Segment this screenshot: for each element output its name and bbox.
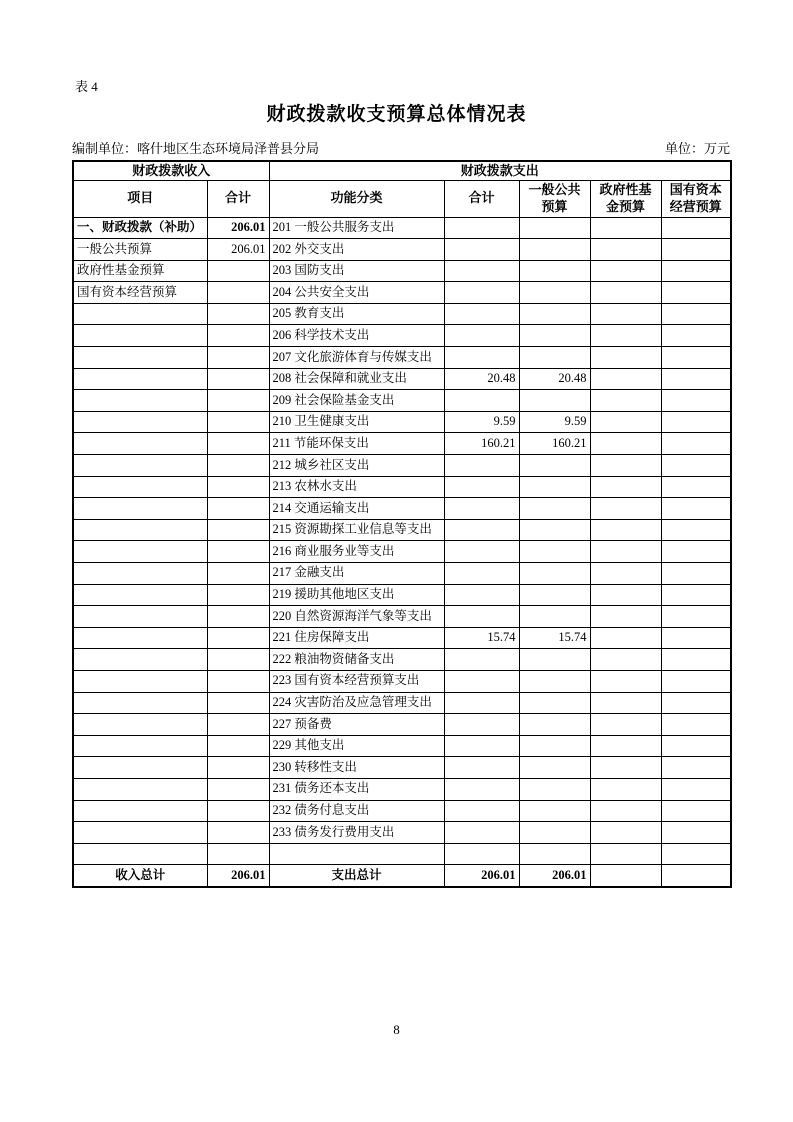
income-item-cell <box>73 455 207 477</box>
gov-fund-budget-cell <box>590 541 661 563</box>
general-budget-cell <box>519 606 590 628</box>
state-capital-cell <box>661 563 731 585</box>
state-capital-cell <box>661 778 731 800</box>
gov-fund-budget-cell <box>590 649 661 671</box>
general-budget-cell <box>519 757 590 779</box>
page-number: 8 <box>393 1022 400 1037</box>
total-general-budget-amount: 206.01 <box>519 865 590 887</box>
gov-fund-budget-cell <box>590 239 661 261</box>
expense-item-cell: 216 商业服务业等支出 <box>269 541 444 563</box>
gov-fund-budget-cell <box>590 433 661 455</box>
income-amount-cell <box>207 282 269 304</box>
income-item-cell: 一般公共预算 <box>73 239 207 261</box>
income-item-cell <box>73 411 207 433</box>
table-row <box>73 390 731 412</box>
income-amount-cell <box>207 584 269 606</box>
income-item-cell <box>73 606 207 628</box>
table-row <box>73 476 731 498</box>
general-budget-cell <box>519 563 590 585</box>
table-row <box>73 670 731 692</box>
table-row <box>73 217 731 239</box>
income-item-cell <box>73 347 207 369</box>
state-capital-cell <box>661 670 731 692</box>
income-amount-cell <box>207 347 269 369</box>
income-amount-cell: 206.01 <box>207 239 269 261</box>
table-footer <box>73 865 731 887</box>
table-header <box>73 161 731 217</box>
income-amount-cell <box>207 325 269 347</box>
state-capital-cell <box>661 584 731 606</box>
table-row <box>73 260 731 282</box>
expense-item-cell: 232 债务付息支出 <box>269 800 444 822</box>
expense-item-cell: 215 资源勘探工业信息等支出 <box>269 519 444 541</box>
general-budget-cell <box>519 260 590 282</box>
expense-item-cell: 207 文化旅游体育与传媒支出 <box>269 347 444 369</box>
general-budget-cell <box>519 239 590 261</box>
general-budget-cell <box>519 822 590 844</box>
expense-item-cell: 209 社会保险基金支出 <box>269 390 444 412</box>
general-budget-cell <box>519 670 590 692</box>
gov-fund-budget-cell <box>590 670 661 692</box>
expense-total-cell <box>444 822 519 844</box>
expense-total-cell <box>444 735 519 757</box>
expense-total-cell <box>444 649 519 671</box>
total-gov-fund-amount <box>590 865 661 887</box>
col-header-gov-fund-budget: 政府性基金预算 <box>590 180 661 217</box>
expense-total-cell <box>444 778 519 800</box>
expense-total-cell <box>444 325 519 347</box>
general-budget-cell <box>519 325 590 347</box>
state-capital-cell <box>661 757 731 779</box>
income-item-cell <box>73 757 207 779</box>
table-row <box>73 778 731 800</box>
general-budget-cell <box>519 649 590 671</box>
col-header-function-class: 功能分类 <box>269 180 444 217</box>
income-item-cell <box>73 476 207 498</box>
expense-item-cell: 227 预备费 <box>269 714 444 736</box>
income-amount-cell <box>207 260 269 282</box>
expense-item-cell: 217 金融支出 <box>269 563 444 585</box>
expense-total-cell <box>444 757 519 779</box>
expense-item-cell: 204 公共安全支出 <box>269 282 444 304</box>
table-row <box>73 822 731 844</box>
gov-fund-budget-cell <box>590 260 661 282</box>
expense-total-cell <box>444 282 519 304</box>
state-capital-cell <box>661 498 731 520</box>
col-header-general-budget: 一般公共预算 <box>519 180 590 217</box>
table-row <box>73 692 731 714</box>
gov-fund-budget-cell <box>590 692 661 714</box>
expense-item-cell: 224 灾害防治及应急管理支出 <box>269 692 444 714</box>
state-capital-cell <box>661 325 731 347</box>
state-capital-cell <box>661 476 731 498</box>
table-row <box>73 649 731 671</box>
column-header-row <box>73 180 731 217</box>
income-item-cell <box>73 670 207 692</box>
state-capital-cell <box>661 368 731 390</box>
gov-fund-budget-cell <box>590 735 661 757</box>
unit-label: 单位：万元 <box>664 141 730 156</box>
income-item-cell <box>73 800 207 822</box>
state-capital-cell <box>661 519 731 541</box>
expense-item-cell: 219 援助其他地区支出 <box>269 584 444 606</box>
income-amount-cell <box>207 735 269 757</box>
income-item-cell <box>73 627 207 649</box>
income-amount-cell <box>207 519 269 541</box>
expense-item-cell: 211 节能环保支出 <box>269 433 444 455</box>
general-budget-cell <box>519 498 590 520</box>
state-capital-cell <box>661 455 731 477</box>
income-total-amount: 206.01 <box>207 865 269 887</box>
state-capital-cell <box>661 347 731 369</box>
expense-total-cell <box>444 714 519 736</box>
state-capital-cell <box>661 735 731 757</box>
col-header-expense-total: 合计 <box>444 180 519 217</box>
state-capital-cell <box>661 239 731 261</box>
income-item-cell <box>73 822 207 844</box>
income-item-cell <box>73 692 207 714</box>
income-item-cell: 国有资本经营预算 <box>73 282 207 304</box>
expense-total-cell: 160.21 <box>444 433 519 455</box>
income-amount-cell <box>207 606 269 628</box>
expense-total-cell <box>444 519 519 541</box>
state-capital-cell <box>661 822 731 844</box>
expense-total-cell: 9.59 <box>444 411 519 433</box>
income-amount-cell <box>207 390 269 412</box>
income-amount-cell <box>207 627 269 649</box>
expense-total-cell <box>444 303 519 325</box>
gov-fund-budget-cell <box>590 476 661 498</box>
gov-fund-budget-cell <box>590 282 661 304</box>
col-header-income-total: 合计 <box>207 180 269 217</box>
general-budget-cell <box>519 217 590 239</box>
expense-item-cell: 210 卫生健康支出 <box>269 411 444 433</box>
income-amount-cell <box>207 303 269 325</box>
table-row <box>73 303 731 325</box>
gov-fund-budget-cell <box>590 498 661 520</box>
income-item-cell <box>73 778 207 800</box>
expense-item-cell: 201 一般公共服务支出 <box>269 217 444 239</box>
total-state-capital-amount <box>661 865 731 887</box>
state-capital-cell <box>661 692 731 714</box>
income-item-cell <box>73 390 207 412</box>
general-budget-cell: 20.48 <box>519 368 590 390</box>
expense-total-cell <box>444 476 519 498</box>
expense-item-cell: 203 国防支出 <box>269 260 444 282</box>
income-item-cell <box>73 541 207 563</box>
table-row <box>73 282 731 304</box>
income-amount-cell <box>207 649 269 671</box>
expense-total-cell <box>444 347 519 369</box>
income-amount-cell <box>207 541 269 563</box>
state-capital-cell <box>661 217 731 239</box>
general-budget-cell <box>519 519 590 541</box>
state-capital-cell <box>661 390 731 412</box>
income-amount-cell <box>207 498 269 520</box>
state-capital-cell <box>661 714 731 736</box>
section-header-row <box>73 161 731 180</box>
income-amount-cell <box>207 822 269 844</box>
income-item-cell <box>73 303 207 325</box>
income-item-cell <box>73 649 207 671</box>
expense-item-cell: 222 粮油物资储备支出 <box>269 649 444 671</box>
budget-table <box>72 160 732 888</box>
expense-item-cell: 221 住房保障支出 <box>269 627 444 649</box>
state-capital-cell <box>661 433 731 455</box>
table-row <box>73 843 731 865</box>
table-row <box>73 347 731 369</box>
expense-total-label: 支出总计 <box>269 865 444 887</box>
expense-item-cell <box>269 843 444 865</box>
table-row <box>73 498 731 520</box>
expense-total-cell <box>444 800 519 822</box>
expense-total-cell <box>444 843 519 865</box>
table-row <box>73 325 731 347</box>
general-budget-cell <box>519 800 590 822</box>
table-row <box>73 455 731 477</box>
col-header-state-capital-budget: 国有资本经营预算 <box>661 180 731 217</box>
gov-fund-budget-cell <box>590 627 661 649</box>
income-item-cell <box>73 498 207 520</box>
general-budget-cell <box>519 282 590 304</box>
income-amount-cell <box>207 800 269 822</box>
general-budget-cell: 160.21 <box>519 433 590 455</box>
expense-item-cell: 233 债务发行费用支出 <box>269 822 444 844</box>
expense-total-cell <box>444 217 519 239</box>
page-title: 财政拨款收支预算总体情况表 <box>266 104 527 125</box>
expense-item-cell: 206 科学技术支出 <box>269 325 444 347</box>
income-amount-cell <box>207 476 269 498</box>
table-row <box>73 714 731 736</box>
state-capital-cell <box>661 303 731 325</box>
state-capital-cell <box>661 800 731 822</box>
general-budget-cell <box>519 584 590 606</box>
col-header-item: 项目 <box>73 180 207 217</box>
general-budget-cell <box>519 476 590 498</box>
table-row <box>73 519 731 541</box>
meta-row <box>72 138 730 157</box>
gov-fund-budget-cell <box>590 714 661 736</box>
gov-fund-budget-cell <box>590 411 661 433</box>
expense-item-cell: 208 社会保障和就业支出 <box>269 368 444 390</box>
table-body <box>73 217 731 865</box>
expense-item-cell: 231 债务还本支出 <box>269 778 444 800</box>
income-section-header: 财政拨款收入 <box>73 161 269 180</box>
expense-item-cell: 213 农林水支出 <box>269 476 444 498</box>
income-amount-cell <box>207 692 269 714</box>
gov-fund-budget-cell <box>590 217 661 239</box>
expense-item-cell: 212 城乡社区支出 <box>269 455 444 477</box>
income-amount-cell <box>207 563 269 585</box>
table-row <box>73 433 731 455</box>
table-row <box>73 563 731 585</box>
state-capital-cell <box>661 541 731 563</box>
expense-item-cell: 220 自然资源海洋气象等支出 <box>269 606 444 628</box>
table-row <box>73 541 731 563</box>
state-capital-cell <box>661 843 731 865</box>
gov-fund-budget-cell <box>590 303 661 325</box>
general-budget-cell <box>519 692 590 714</box>
gov-fund-budget-cell <box>590 822 661 844</box>
expense-total-cell <box>444 260 519 282</box>
gov-fund-budget-cell <box>590 800 661 822</box>
state-capital-cell <box>661 606 731 628</box>
expense-item-cell: 214 交通运输支出 <box>269 498 444 520</box>
state-capital-cell <box>661 282 731 304</box>
expense-total-cell <box>444 584 519 606</box>
expense-item-cell: 230 转移性支出 <box>269 757 444 779</box>
table-row <box>73 239 731 261</box>
general-budget-cell: 9.59 <box>519 411 590 433</box>
expense-item-cell: 205 教育支出 <box>269 303 444 325</box>
income-item-cell <box>73 325 207 347</box>
general-budget-cell: 15.74 <box>519 627 590 649</box>
income-item-cell <box>73 519 207 541</box>
expense-total-cell <box>444 563 519 585</box>
general-budget-cell <box>519 778 590 800</box>
income-amount-cell <box>207 455 269 477</box>
income-amount-cell <box>207 843 269 865</box>
table-row <box>73 368 731 390</box>
state-capital-cell <box>661 411 731 433</box>
expense-item-cell: 229 其他支出 <box>269 735 444 757</box>
general-budget-cell <box>519 347 590 369</box>
expense-total-cell <box>444 455 519 477</box>
state-capital-cell <box>661 649 731 671</box>
table-row <box>73 757 731 779</box>
table-row <box>73 800 731 822</box>
income-item-cell <box>73 563 207 585</box>
expense-total-cell: 20.48 <box>444 368 519 390</box>
total-row <box>73 865 731 887</box>
gov-fund-budget-cell <box>590 843 661 865</box>
expense-total-cell <box>444 541 519 563</box>
income-item-cell: 一、财政拨款（补助） <box>73 217 207 239</box>
gov-fund-budget-cell <box>590 563 661 585</box>
income-total-label: 收入总计 <box>73 865 207 887</box>
income-item-cell <box>73 735 207 757</box>
income-amount-cell <box>207 670 269 692</box>
income-amount-cell <box>207 714 269 736</box>
income-item-cell <box>73 368 207 390</box>
income-amount-cell <box>207 411 269 433</box>
income-amount-cell: 206.01 <box>207 217 269 239</box>
table-row <box>73 411 731 433</box>
general-budget-cell <box>519 541 590 563</box>
table-row <box>73 606 731 628</box>
gov-fund-budget-cell <box>590 368 661 390</box>
expense-item-cell: 202 外交支出 <box>269 239 444 261</box>
expense-total-cell <box>444 692 519 714</box>
gov-fund-budget-cell <box>590 606 661 628</box>
expense-total-cell <box>444 390 519 412</box>
income-amount-cell <box>207 368 269 390</box>
gov-fund-budget-cell <box>590 390 661 412</box>
general-budget-cell <box>519 303 590 325</box>
general-budget-cell <box>519 843 590 865</box>
expense-section-header: 财政拨款支出 <box>269 161 731 180</box>
table-row <box>73 735 731 757</box>
gov-fund-budget-cell <box>590 778 661 800</box>
expense-total-cell <box>444 606 519 628</box>
income-amount-cell <box>207 433 269 455</box>
gov-fund-budget-cell <box>590 519 661 541</box>
expense-total-cell <box>444 670 519 692</box>
table-row <box>73 584 731 606</box>
income-amount-cell <box>207 757 269 779</box>
income-item-cell <box>73 714 207 736</box>
income-item-cell: 政府性基金预算 <box>73 260 207 282</box>
gov-fund-budget-cell <box>590 757 661 779</box>
income-item-cell <box>73 584 207 606</box>
general-budget-cell <box>519 455 590 477</box>
expense-total-amount: 206.01 <box>444 865 519 887</box>
gov-fund-budget-cell <box>590 347 661 369</box>
income-item-cell <box>73 433 207 455</box>
income-amount-cell <box>207 778 269 800</box>
gov-fund-budget-cell <box>590 584 661 606</box>
gov-fund-budget-cell <box>590 455 661 477</box>
general-budget-cell <box>519 714 590 736</box>
general-budget-cell <box>519 390 590 412</box>
table-number-label: 表 4 <box>75 79 98 94</box>
table-row <box>73 627 731 649</box>
gov-fund-budget-cell <box>590 325 661 347</box>
expense-total-cell: 15.74 <box>444 627 519 649</box>
prepared-by-label: 编制单位：喀什地区生态环境局泽普县分局 <box>72 141 320 156</box>
expense-total-cell <box>444 239 519 261</box>
state-capital-cell <box>661 260 731 282</box>
expense-total-cell <box>444 498 519 520</box>
general-budget-cell <box>519 735 590 757</box>
state-capital-cell <box>661 627 731 649</box>
income-item-cell <box>73 843 207 865</box>
expense-item-cell: 223 国有资本经营预算支出 <box>269 670 444 692</box>
